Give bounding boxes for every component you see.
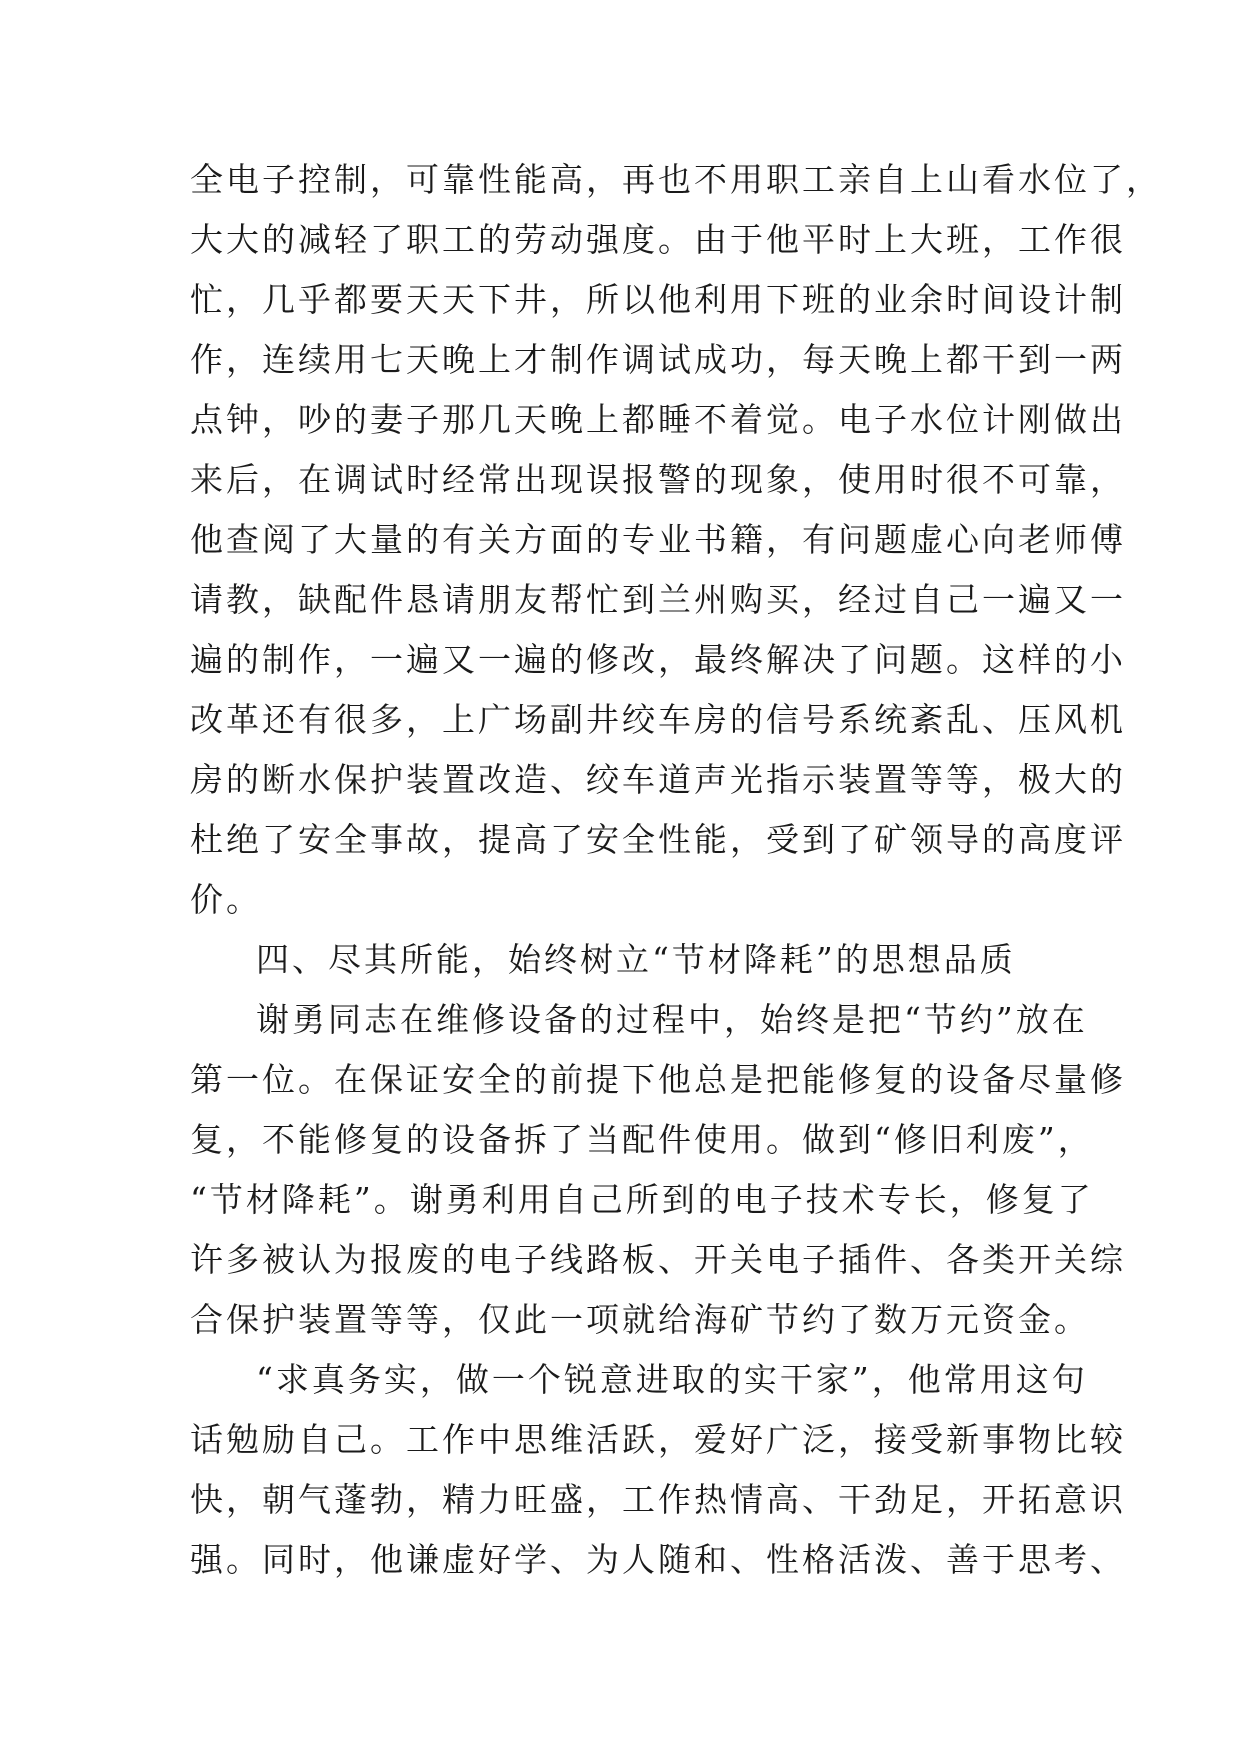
text-line: 许多被认为报废的电子线路板、开关电子插件、各类开关综 xyxy=(190,1240,1126,1279)
text-line: 快，朝气蓬勃，精力旺盛，工作热情高、干劲足，开拓意识 xyxy=(190,1480,1126,1519)
body-text xyxy=(190,150,1162,1590)
text-line: 杜绝了安全事故，提高了安全性能，受到了矿领导的高度评 xyxy=(190,820,1126,859)
text-line: 全电子控制，可靠性能高，再也不用职工亲自上山看水位了， xyxy=(190,160,1162,199)
text-line: 话勉励自己。工作中思维活跃，爱好广泛，接受新事物比较 xyxy=(190,1420,1126,1459)
text-line: 他查阅了大量的有关方面的专业书籍，有问题虚心向老师傅 xyxy=(190,520,1126,559)
text-line: “节材降耗”。谢勇利用自己所到的电子技术专长，修复了 xyxy=(190,1180,1094,1219)
text-line: 点钟，吵的妻子那几天晚上都睡不着觉。电子水位计刚做出 xyxy=(190,400,1126,439)
text-line: “求真务实，做一个锐意进取的实干家”，他常用这句 xyxy=(256,1360,1088,1399)
text-line: 强。同时，他谦虚好学、为人随和、性格活泼、善于思考、 xyxy=(190,1540,1126,1579)
text-line: 忙，几乎都要天天下井，所以他利用下班的业余时间设计制 xyxy=(190,280,1126,319)
text-line: 大大的减轻了职工的劳动强度。由于他平时上大班，工作很 xyxy=(190,220,1126,259)
text-line: 复，不能修复的设备拆了当配件使用。做到“修旧利废”， xyxy=(190,1120,1094,1159)
text-line: 改革还有很多，上广场副井绞车房的信号系统紊乱、压风机 xyxy=(190,700,1126,739)
text-line: 作，连续用七天晚上才制作调试成功，每天晚上都干到一两 xyxy=(190,340,1126,379)
section-heading: 四、尽其所能，始终树立“节材降耗”的思想品质 xyxy=(256,940,1016,979)
text-line: 谢勇同志在维修设备的过程中，始终是把“节约”放在 xyxy=(256,1000,1088,1039)
text-line: 来后，在调试时经常出现误报警的现象，使用时很不可靠， xyxy=(190,460,1126,499)
text-line: 合保护装置等等，仅此一项就给海矿节约了数万元资金。 xyxy=(190,1300,1090,1339)
text-line: 房的断水保护装置改造、绞车道声光指示装置等等，极大的 xyxy=(190,760,1126,799)
text-line: 价。 xyxy=(190,880,262,919)
text-line: 遍的制作，一遍又一遍的修改，最终解决了问题。这样的小 xyxy=(190,640,1126,679)
text-line: 第一位。在保证安全的前提下他总是把能修复的设备尽量修 xyxy=(190,1060,1126,1099)
text-line: 请教，缺配件恳请朋友帮忙到兰州购买，经过自己一遍又一 xyxy=(190,580,1126,619)
